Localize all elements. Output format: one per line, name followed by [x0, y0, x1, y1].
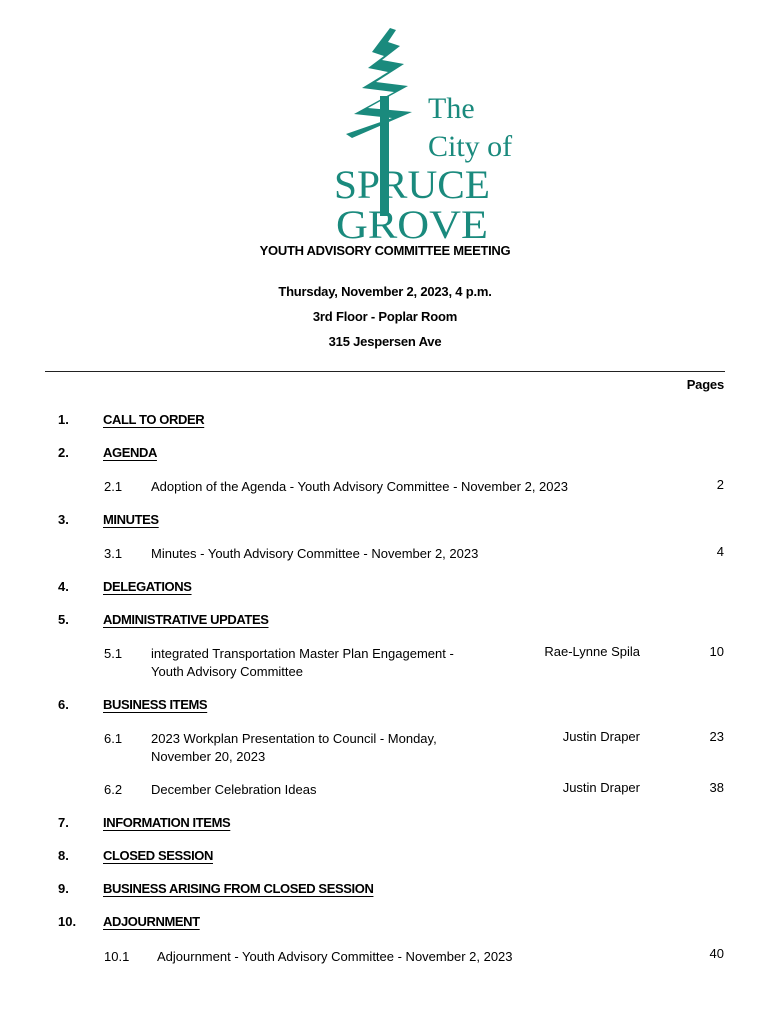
section-number: 6.: [58, 697, 69, 712]
item-presenter: Justin Draper: [562, 729, 640, 744]
item-presenter: Justin Draper: [562, 780, 640, 795]
item-number: 10.1: [104, 949, 130, 964]
section-number: 1.: [58, 412, 69, 427]
section-number: 7.: [58, 815, 69, 830]
meeting-title: YOUTH ADVISORY COMMITTEE MEETING: [259, 243, 511, 258]
item-page-number: 2: [716, 477, 724, 492]
item-page-number: 40: [709, 946, 724, 961]
item-page-number: 23: [709, 729, 724, 744]
item-description: Minutes - Youth Advisory Committee - November 2, 2023: [151, 546, 479, 561]
section-number: 10.: [58, 914, 77, 929]
meeting-address: 315 Jespersen Ave: [328, 334, 442, 349]
logo-city-of: City of: [428, 130, 513, 163]
logo-grove: GROVE: [336, 202, 488, 247]
section-number: 3.: [58, 512, 69, 527]
section-title: CLOSED SESSION: [103, 848, 213, 863]
section-number: 4.: [58, 579, 69, 594]
section-title: BUSINESS ITEMS: [103, 697, 208, 712]
item-page-number: 10: [709, 644, 724, 659]
item-presenter: Rae-Lynne Spila: [544, 644, 640, 659]
item-number: 6.2: [104, 782, 123, 797]
section-number: 2.: [58, 445, 69, 460]
section-title: BUSINESS ARISING FROM CLOSED SESSION: [103, 881, 374, 896]
item-description: Adoption of the Agenda - Youth Advisory Committee - November 2, 2023: [151, 479, 568, 494]
section-number: 9.: [58, 881, 69, 896]
section-title: INFORMATION ITEMS: [103, 815, 231, 830]
meeting-room: 3rd Floor - Poplar Room: [312, 309, 458, 324]
item-page-number: 38: [709, 780, 724, 795]
section-number: 5.: [58, 612, 69, 627]
item-number: 6.1: [104, 731, 123, 746]
item-description: 2023 Workplan Presentation to Council - Monday, November 20, 2023: [151, 731, 437, 764]
meeting-datetime: Thursday, November 2, 2023, 4 p.m.: [278, 284, 492, 299]
item-number: 5.1: [104, 646, 123, 661]
section-title: AGENDA: [103, 445, 157, 460]
section-title: ADMINISTRATIVE UPDATES: [103, 612, 269, 627]
section-title: CALL TO ORDER: [103, 412, 205, 427]
section-number: 8.: [58, 848, 69, 863]
item-description: December Celebration Ideas: [151, 782, 317, 797]
section-title: DELEGATIONS: [103, 579, 192, 594]
item-page-number: 4: [716, 544, 724, 559]
logo-spruce: SPRUCE: [334, 162, 490, 207]
city-of-spruce-grove-logo: [332, 26, 513, 247]
item-number: 3.1: [104, 546, 123, 561]
item-description: Adjournment - Youth Advisory Committee - November 2, 2023: [157, 949, 513, 964]
section-title: MINUTES: [103, 512, 159, 527]
logo-the: The: [428, 92, 475, 125]
header-divider: [45, 371, 725, 372]
item-description: integrated Transportation Master Plan Engagement - Youth Advisory Committee: [151, 646, 454, 679]
item-number: 2.1: [104, 479, 123, 494]
section-title: ADJOURNMENT: [103, 914, 200, 929]
pages-column-header: Pages: [686, 377, 724, 392]
